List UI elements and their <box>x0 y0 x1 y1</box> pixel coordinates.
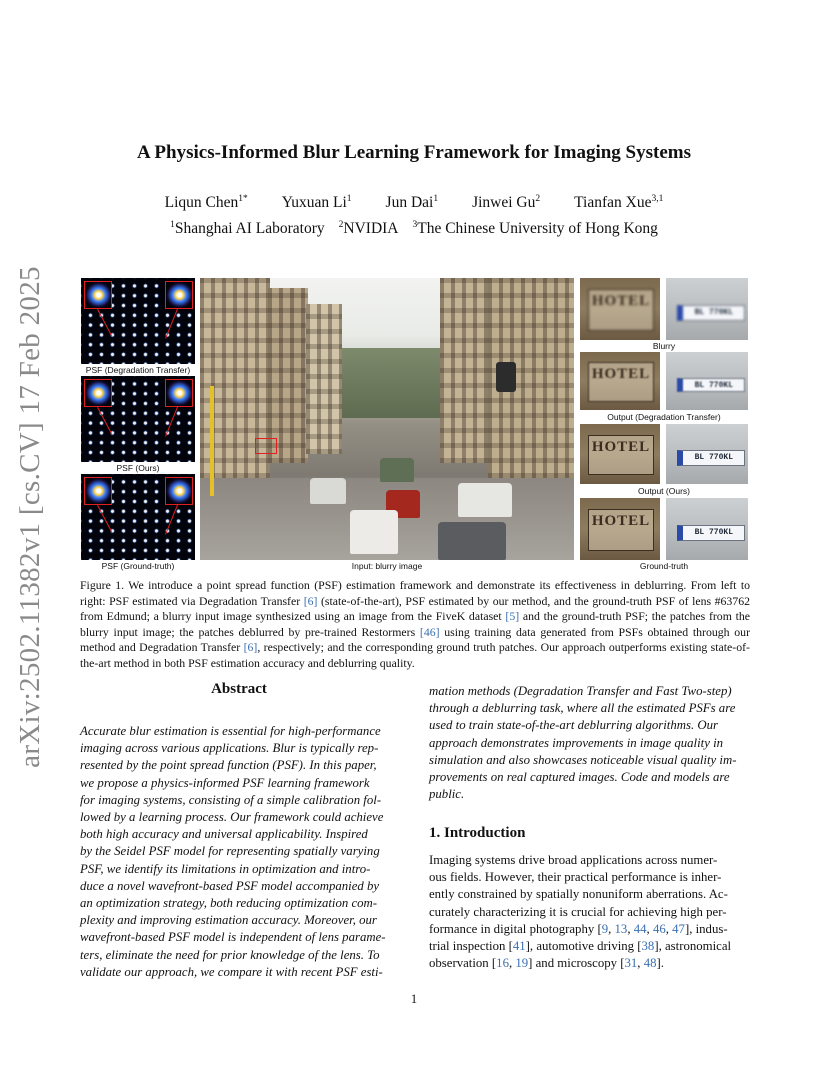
arxiv-stamp: arXiv:2502.11382v1 [cs.CV] 17 Feb 2025 <box>14 266 46 768</box>
introduction-text: , <box>627 921 634 936</box>
introduction-text: , <box>665 921 673 936</box>
abstract-line: used to train state-of-the-art deblurring algorithms. Our <box>429 718 718 733</box>
psf-ground-truth-image <box>81 474 195 560</box>
abstract-body-continued <box>429 683 749 803</box>
patch-label: Ground-truth <box>639 561 689 571</box>
plate-patch-degradation-transfer <box>666 352 748 410</box>
hotel-patch-ground-truth <box>580 498 660 560</box>
citation-link[interactable]: [6] <box>243 640 258 655</box>
citation-link[interactable]: 16 <box>496 956 509 971</box>
author-list <box>0 194 828 212</box>
author <box>282 194 352 211</box>
affiliation-mark: 3 <box>412 220 418 230</box>
introduction-text: ]. <box>656 956 664 971</box>
introduction-text: ], indus- <box>684 921 728 936</box>
affiliation-name: Shanghai AI Laboratory <box>174 220 325 237</box>
author-affiliation-mark: 2 <box>535 194 541 204</box>
abstract-line: lowed by a learning process. Our framework could achieve <box>80 810 384 825</box>
inset-pointer-line <box>97 309 112 336</box>
citation-link[interactable]: 31 <box>624 956 638 971</box>
author <box>165 194 248 211</box>
license-plate <box>677 305 745 321</box>
introduction-line <box>429 852 749 869</box>
introduction-text: , <box>646 921 653 936</box>
patch-label: Blurry <box>652 341 676 351</box>
caption-text: and the ground-truth PSF; the patches from the blurry input image; the patches deblurred by pre-trained Restormers <box>80 609 751 639</box>
affiliation-list <box>0 220 828 238</box>
author <box>472 194 540 211</box>
plate-patch-ground-truth <box>666 498 748 560</box>
affiliation-mark: 1 <box>170 220 175 230</box>
affiliation-name: NVIDIA <box>343 220 399 237</box>
psf-ours-image <box>81 376 195 462</box>
hotel-sign <box>588 509 654 551</box>
introduction-text: trial inspection [ <box>429 939 513 954</box>
psf-label: PSF (Ground-truth) <box>101 561 175 571</box>
paper-title: A Physics-Informed Blur Learning Framework for Imaging Systems <box>137 142 691 163</box>
psf-zoom-inset <box>84 281 112 309</box>
citation-link[interactable]: 9 <box>601 921 609 936</box>
inset-pointer-line <box>165 309 178 339</box>
building-right <box>440 278 490 463</box>
abstract-line: PSF, we identify its limitations in optimization and intro- <box>80 861 371 876</box>
abstract-line: resented by the point spread function (PSF). In this paper, <box>80 758 377 773</box>
introduction-text: Imaging systems drive broad applications across numer- <box>429 853 718 867</box>
traffic-pole <box>210 386 214 496</box>
psf-label: PSF (Degradation Transfer) <box>85 365 191 375</box>
abstract-line: provements on real captured images. Code and models are <box>429 770 730 785</box>
patch-label: Output (Degradation Transfer) <box>607 412 721 422</box>
figure-caption <box>80 578 750 672</box>
car <box>350 510 398 554</box>
license-plate <box>677 525 745 541</box>
introduction-text: ] and microscopy [ <box>528 956 625 971</box>
introduction-line <box>429 921 749 938</box>
car <box>438 522 506 560</box>
abstract-line: plexity and improving estimation accuracy. Moreover, our <box>80 913 377 928</box>
inset-pointer-line <box>97 407 112 434</box>
author-name: Jun Dai <box>385 194 434 211</box>
hotel-sign-text: HOTEL <box>591 438 651 455</box>
abstract-line: for imaging systems, consisting of a simple calibration fol- <box>80 792 382 807</box>
author-name: Jinwei Gu <box>472 194 536 211</box>
inset-pointer-line <box>165 505 178 535</box>
citation-link[interactable]: 19 <box>515 956 529 971</box>
affiliation <box>413 220 658 237</box>
citation-link[interactable]: 44 <box>633 921 647 936</box>
citation-link[interactable]: 48 <box>643 956 657 971</box>
traffic-light <box>496 362 516 392</box>
introduction-text: ], astronomical <box>654 939 732 954</box>
hotel-patch-degradation-transfer <box>580 352 660 410</box>
introduction-text: , <box>637 956 644 971</box>
citation-link[interactable]: 41 <box>512 939 526 954</box>
hotel-sign <box>588 362 654 401</box>
introduction-text: formance in digital photography [ <box>429 921 602 936</box>
abstract-line: ters, eliminate the need for prior knowledge of the lens. To <box>80 947 380 962</box>
license-plate-text: BL 770KL <box>694 380 733 390</box>
truck <box>380 458 414 482</box>
abstract-line: wavefront-based PSF model is independent of lens parame- <box>80 930 386 945</box>
license-plate-text: BL 770KL <box>694 528 733 538</box>
trees <box>342 348 440 418</box>
citation-link[interactable]: [6] <box>303 593 318 608</box>
hotel-patch-blurry <box>580 278 660 340</box>
introduction-line <box>429 869 749 886</box>
hotel-patch-ours <box>580 424 660 484</box>
introduction-text: ], automotive driving [ <box>525 939 642 954</box>
input-label: Input: blurry image <box>351 561 423 571</box>
introduction-line <box>429 904 749 921</box>
introduction-line <box>429 955 749 972</box>
citation-link[interactable]: [5] <box>505 609 520 624</box>
car <box>458 483 512 517</box>
author-name: Yuxuan Li <box>281 194 347 211</box>
citation-link[interactable]: 13 <box>614 921 628 936</box>
psf-zoom-inset <box>165 281 193 309</box>
introduction-text: , <box>508 956 516 971</box>
author <box>386 194 439 211</box>
car <box>310 478 346 504</box>
blurry-street-image <box>200 278 574 560</box>
abstract-heading: Abstract <box>211 681 267 697</box>
abstract-body <box>80 723 398 981</box>
inset-pointer-line <box>165 407 178 437</box>
introduction-text: ous fields. However, their practical performance is inher- <box>429 870 722 885</box>
affiliation-name: The Chinese University of Hong Kong <box>417 220 658 237</box>
citation-link[interactable]: [46] <box>419 624 440 639</box>
abstract-line: by the Seidel PSF model for representing spatially varying <box>80 844 380 859</box>
plate-patch-ours <box>666 424 748 484</box>
abstract-line: simulation and also showcases noticeable visual quality im- <box>429 752 737 767</box>
license-plate-text: BL 770KL <box>694 308 733 318</box>
psf-zoom-inset <box>165 379 193 407</box>
introduction-body <box>429 852 749 972</box>
abstract-line: an optimization strategy, both reducing optimization com- <box>80 896 378 911</box>
author-affiliation-mark: 1* <box>238 194 248 204</box>
hotel-sign <box>588 289 654 331</box>
caption-text: (state-of-the-art), PSF estimated by our method, and the ground-truth PSF of lens #63762 from Edmund; a blurry input image synthesized using an image from the FiveK dataset <box>80 593 750 624</box>
license-plate <box>677 378 745 393</box>
author-affiliation-mark: 3,1 <box>651 194 664 204</box>
caption-text: , respectively; and the corresponding ground truth patches. Our approach outperforms existing state-of-the-art method in both PSF estimation accuracy and deblurring quality. <box>80 640 750 670</box>
abstract-line: public. <box>429 787 465 802</box>
abstract-line: validate our approach, we compare it with recent PSF esti- <box>80 964 383 979</box>
affiliation <box>339 220 399 237</box>
psf-degradation-transfer-image <box>81 278 195 364</box>
abstract-line: duce a novel wavefront-based PSF model accompanied by <box>80 878 380 893</box>
abstract-line: Accurate blur estimation is essential for high-performance <box>80 724 381 738</box>
psf-zoom-inset <box>84 379 112 407</box>
introduction-text: observation [ <box>429 956 497 971</box>
patch-location-box <box>255 438 277 454</box>
caption-text: using training data generated from PSFs obtained through our method and Degradation Transfer <box>80 624 750 655</box>
citation-link[interactable]: 38 <box>641 939 655 954</box>
hotel-sign-text: HOTEL <box>591 366 651 383</box>
author-name: Liqun Chen <box>164 194 239 211</box>
psf-label: PSF (Ours) <box>116 463 160 473</box>
psf-zoom-inset <box>165 477 193 505</box>
abstract-line: both high accuracy and universal applicability. Inspired <box>80 827 368 842</box>
plate-patch-blurry <box>666 278 748 340</box>
hotel-sign-text: HOTEL <box>591 293 651 310</box>
author-affiliation-mark: 1 <box>433 194 439 204</box>
caption-prefix: Figure 1. <box>80 578 125 592</box>
introduction-heading: 1. Introduction <box>429 825 526 841</box>
hotel-sign-text: HOTEL <box>591 513 651 530</box>
abstract-line: approach demonstrates improvements in image quality in <box>429 735 724 750</box>
introduction-line <box>429 938 749 955</box>
author-affiliation-mark: 1 <box>346 194 352 204</box>
caption-text: We introduce a point spread function (PSF) estimation framework and demonstrate its effectiveness in deblurring. From left to right: PSF estimated via Degradation Transfer <box>80 578 750 608</box>
introduction-text: , <box>608 921 615 936</box>
introduction-line <box>429 886 749 903</box>
page-number: 1 <box>410 992 418 1006</box>
abstract-line: we propose a physics-informed PSF learning framework <box>80 775 370 790</box>
building-left <box>268 288 308 463</box>
license-plate-text: BL 770KL <box>694 453 733 463</box>
citation-link[interactable]: 47 <box>672 921 685 936</box>
psf-zoom-inset <box>84 477 112 505</box>
author <box>574 194 663 211</box>
license-plate <box>677 450 745 465</box>
introduction-text: ently constrained by spatially nonuniform aberrations. Ac- <box>429 887 728 902</box>
citation-link[interactable]: 46 <box>652 921 666 936</box>
patch-label: Output (Ours) <box>638 486 690 496</box>
abstract-line: through a deblurring task, where all the estimated PSFs are <box>429 701 736 716</box>
inset-pointer-line <box>97 505 112 532</box>
hotel-sign <box>588 435 654 475</box>
introduction-text: curately characterizing it is crucial for achieving high per- <box>429 904 727 919</box>
abstract-line: mation methods (Degradation Transfer and Fast Two-step) <box>429 684 732 698</box>
affiliation <box>170 220 325 237</box>
affiliation-mark: 2 <box>338 220 344 230</box>
author-name: Tianfan Xue <box>574 194 652 211</box>
building-left <box>306 304 342 454</box>
abstract-line: imaging across various applications. Blur is typically rep- <box>80 741 379 756</box>
